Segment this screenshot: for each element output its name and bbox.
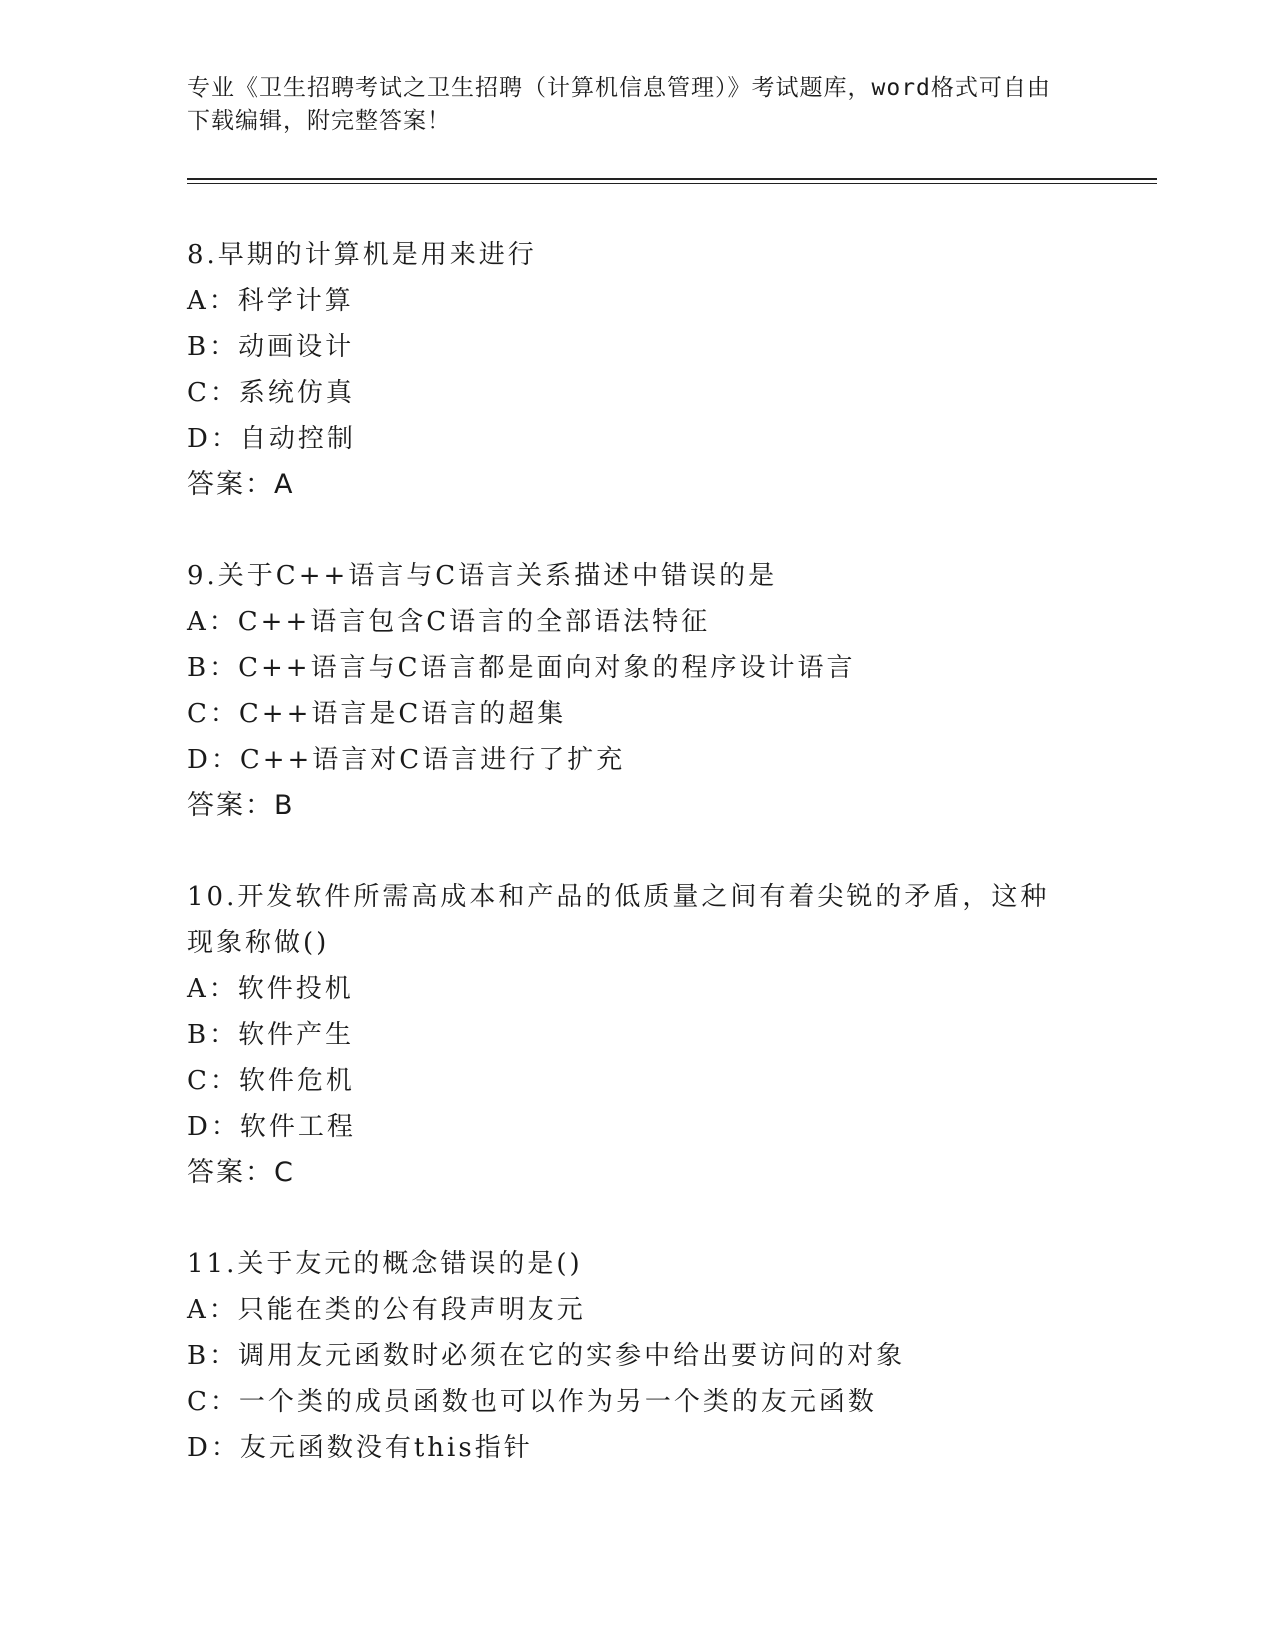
question-stem: 9.关于C++语言与C语言关系描述中错误的是 <box>187 561 778 591</box>
answer-label: 答案：A <box>187 469 295 500</box>
option-c: C：C++语言是C语言的超集 <box>187 699 567 729</box>
question-9 <box>187 553 1087 829</box>
option-a: A：C++语言包含C语言的全部语法特征 <box>187 607 711 637</box>
option-c: C：软件危机 <box>187 1066 355 1096</box>
question-10 <box>187 874 1087 1196</box>
answer-label: 答案：B <box>187 790 295 821</box>
option-d: D：C++语言对C语言进行了扩充 <box>187 745 626 775</box>
question-11 <box>187 1241 1087 1471</box>
option-b: B：动画设计 <box>187 332 355 362</box>
header-divider-thin <box>187 183 1157 184</box>
option-a: A：科学计算 <box>187 286 354 316</box>
option-b: B：调用友元函数时必须在它的实参中给出要访问的对象 <box>187 1341 906 1371</box>
option-d: D：软件工程 <box>187 1112 356 1142</box>
header-divider-thick <box>187 178 1157 180</box>
question-stem: 11.关于友元的概念错误的是() <box>187 1249 583 1279</box>
option-b: B：C++语言与C语言都是面向对象的程序设计语言 <box>187 653 856 683</box>
option-c: C：一个类的成员函数也可以作为另一个类的友元函数 <box>187 1387 877 1417</box>
question-list <box>187 232 1087 1516</box>
option-d: D：自动控制 <box>187 424 356 454</box>
document-header: 专业《卫生招聘考试之卫生招聘（计算机信息管理）》考试题库，word格式可自由下载编辑，附完整答案！ <box>187 75 1051 134</box>
question-8 <box>187 232 1087 508</box>
option-a: A：只能在类的公有段声明友元 <box>187 1295 586 1325</box>
option-b: B：软件产生 <box>187 1020 355 1050</box>
question-stem: 10.开发软件所需高成本和产品的低质量之间有着尖锐的矛盾，这种现象称做() <box>187 882 1050 958</box>
answer-label: 答案：C <box>187 1157 295 1188</box>
question-stem: 8.早期的计算机是用来进行 <box>187 240 537 270</box>
option-a: A：软件投机 <box>187 974 354 1004</box>
option-c: C：系统仿真 <box>187 378 355 408</box>
option-d: D：友元函数没有this指针 <box>187 1433 533 1463</box>
